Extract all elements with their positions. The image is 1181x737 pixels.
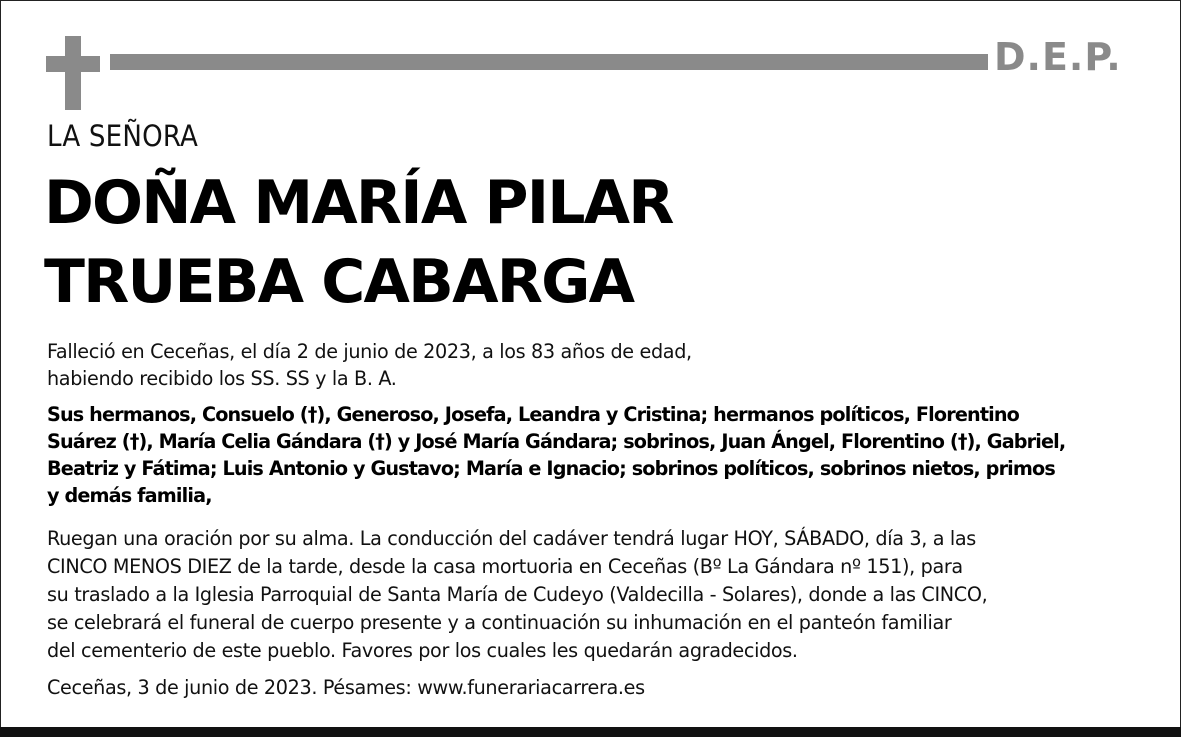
ceremony-line: Ruegan una oración por su alma. La conducción del cadáver tendrá lugar HOY, SÁBADO, día 3, a las bbox=[47, 527, 976, 550]
family-line: Suárez (†), María Celia Gándara (†) y José María Gándara; sobrinos, Juan Ángel, Florentino (†), Gabriel, bbox=[47, 430, 1066, 453]
death-info-line: habiendo recibido los SS. SS y la B. A. bbox=[47, 367, 397, 390]
header-rule bbox=[110, 54, 988, 70]
cross-icon bbox=[46, 36, 100, 110]
death-info-line: Falleció en Ceceñas, el día 2 de junio de 2023, a los 83 años de edad, bbox=[47, 340, 692, 363]
family-line: Beatriz y Fátima; Luis Antonio y Gustavo; María e Ignacio; sobrinos políticos, sobrinos nietos, primos bbox=[47, 457, 1055, 480]
bottom-border bbox=[0, 727, 1181, 737]
ceremony-line: del cementerio de este pueblo. Favores por los cuales les quedarán agradecidos. bbox=[47, 639, 798, 662]
family-line: Sus hermanos, Consuelo (†), Generoso, Josefa, Leandra y Cristina; hermanos políticos, Florentino bbox=[47, 403, 1020, 426]
family-line: y demás familia, bbox=[47, 484, 212, 507]
ceremony-line: se celebrará el funeral de cuerpo presente y a continuación su inhumación en el panteón familiar bbox=[47, 611, 952, 634]
dep-label: D.E.P. bbox=[994, 35, 1122, 79]
closing-line: Ceceñas, 3 de junio de 2023. Pésames: www.funerariacarrera.es bbox=[47, 676, 645, 699]
deceased-name-line-2: TRUEBA CABARGA bbox=[44, 247, 634, 317]
ceremony-line: CINCO MENOS DIEZ de la tarde, desde la casa mortuoria en Ceceñas (Bº La Gándara nº 151), para bbox=[47, 555, 963, 578]
title-prefix: LA SEÑORA bbox=[47, 119, 199, 153]
deceased-name-line-1: DOÑA MARÍA PILAR bbox=[44, 168, 673, 238]
ceremony-line: su traslado a la Iglesia Parroquial de Santa María de Cudeyo (Valdecilla - Solares), donde a las CINCO, bbox=[47, 583, 988, 606]
